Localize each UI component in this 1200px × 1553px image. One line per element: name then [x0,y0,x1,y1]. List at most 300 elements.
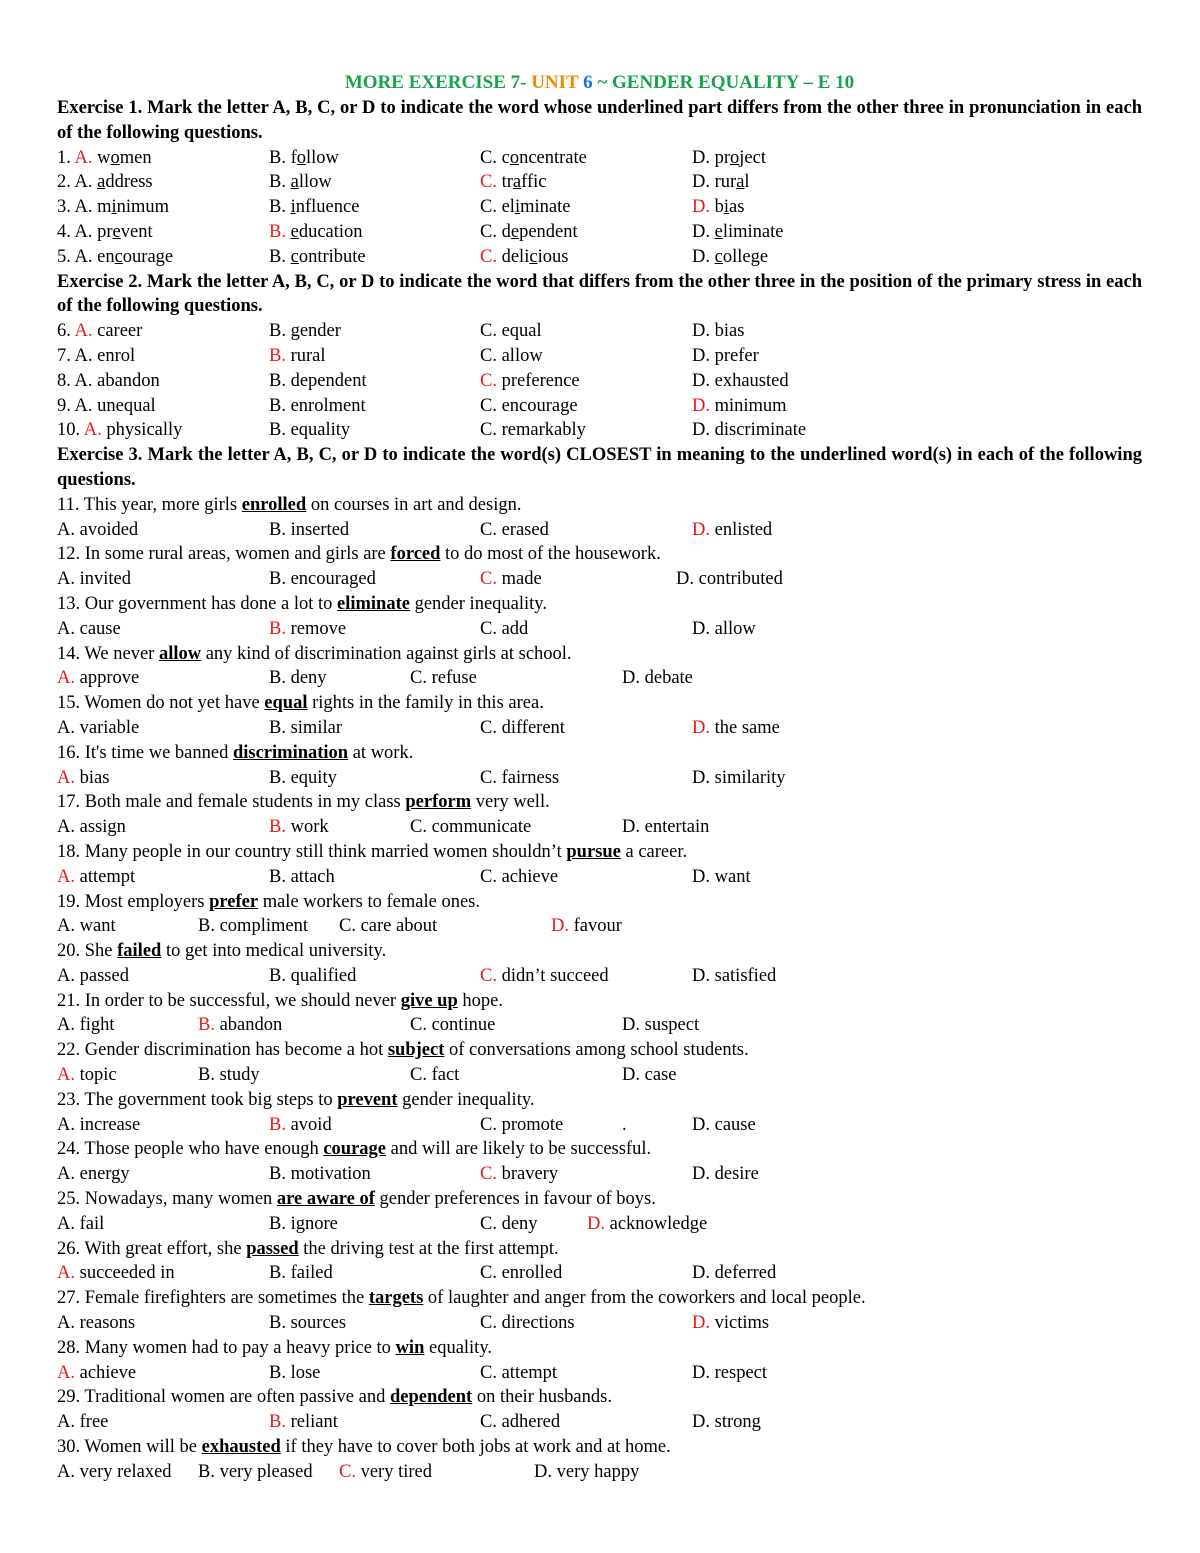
stem-text: Women do not yet have [84,693,265,714]
option-c[interactable] [480,1212,538,1237]
option-text: care about [360,916,438,937]
option-word [97,197,169,217]
option-letter: C. [480,569,497,590]
answer-row [57,220,1142,245]
option-c[interactable] [480,220,578,245]
option-a[interactable] [57,1013,115,1038]
option-a[interactable] [57,1311,135,1336]
option-d[interactable] [622,1063,676,1088]
option-d[interactable] [692,1113,756,1138]
option-letter: A. [57,916,75,937]
answer-row [57,170,1142,195]
option-d[interactable] [622,666,693,691]
option-d[interactable] [692,1311,769,1336]
word-part: pr [97,221,113,242]
option-a[interactable] [57,319,142,344]
option-letter: B. [198,1461,215,1482]
option-word [502,222,578,242]
option-c[interactable] [410,815,531,840]
word-part: c [501,147,510,168]
option-b[interactable] [269,1113,332,1138]
option-text: attempt [79,866,136,887]
option-b[interactable] [269,220,363,245]
option-c[interactable] [480,245,568,270]
exercise-3 [57,443,1142,1484]
option-b[interactable] [269,146,339,171]
option-text: enrolment [290,395,366,416]
option-a[interactable] [57,1113,140,1138]
option-text: prefer [714,345,759,366]
answer-row [57,369,1142,394]
option-c[interactable] [480,964,609,989]
option-d[interactable] [692,369,789,394]
option-d[interactable] [692,716,780,741]
option-b[interactable] [269,1361,320,1386]
option-c[interactable] [480,344,543,369]
stem-text: She [84,941,118,962]
option-a[interactable] [57,815,126,840]
option-a[interactable] [57,1460,172,1485]
question-number: 25. [57,1189,81,1210]
option-letter: C. [480,147,497,168]
underlined-part: c [290,246,299,267]
question-number: 11. [57,494,80,515]
stem-text: Nowadays, many women [84,1189,277,1210]
option-a[interactable] [57,369,160,394]
option-d[interactable] [692,1261,776,1286]
option-letter: B. [269,569,286,590]
answer-row [57,1113,1142,1138]
option-text: want [79,916,116,937]
answer-row [57,617,1142,642]
option-a[interactable] [57,245,173,270]
question-stem [57,642,1142,667]
underlined-part: a [290,172,299,193]
option-letter: B. [269,1313,286,1334]
question-number: 28. [57,1337,81,1358]
option-text: case [644,1065,677,1086]
option-letter: C. [480,370,497,391]
option-d[interactable] [692,319,744,344]
option-text: preference [501,370,580,391]
option-text: dependent [290,370,367,391]
option-text: contributed [698,569,783,590]
option-d[interactable] [692,617,756,642]
option-text: refuse [431,668,477,689]
option-a[interactable] [57,964,129,989]
option-d[interactable] [692,1162,759,1187]
option-c[interactable] [339,1460,432,1485]
option-d[interactable] [692,518,772,543]
word-part: pr [714,147,731,168]
option-text: ignore [290,1213,338,1234]
option-d[interactable] [692,220,783,245]
option-a[interactable] [57,418,182,443]
option-word [97,247,173,267]
keyword: failed [117,941,162,962]
stem-text: In some rural areas, women and girls are [84,544,391,565]
answer-row [57,245,1142,270]
option-letter: D. [692,147,710,168]
keyword: discrimination [232,742,349,763]
option-letter: D. [534,1461,552,1482]
option-b[interactable] [269,1162,371,1187]
question-number: 10. [57,420,81,441]
option-letter: B. [269,965,286,986]
option-c[interactable] [480,1410,560,1435]
option-text: abandon [219,1015,283,1036]
option-d[interactable] [692,865,751,890]
option-c[interactable] [480,1311,575,1336]
option-a[interactable] [57,865,135,890]
option-c[interactable] [480,146,587,171]
option-b[interactable] [269,170,332,195]
option-text: deferred [714,1263,777,1284]
answer-row [57,1261,1142,1286]
option-text: fail [79,1213,105,1234]
option-letter: A. [57,1015,75,1036]
stray-mark: . [622,1114,627,1135]
keyword: prefer [209,891,259,912]
option-letter: C. [480,321,497,342]
option-b[interactable] [198,914,308,939]
option-d[interactable] [692,418,806,443]
option-letter: B. [198,916,215,937]
option-letter: A. [57,668,75,689]
option-d[interactable] [622,1013,699,1038]
option-letter: A. [57,569,75,590]
option-c[interactable] [480,369,580,394]
option-text: energy [79,1164,130,1185]
option-word [291,197,360,217]
option-d[interactable] [692,195,744,220]
option-text: discriminate [714,420,807,441]
option-text: adhered [501,1412,561,1433]
answer-row [57,865,1142,890]
underlined-part: e [112,221,121,242]
option-text: deny [290,668,327,689]
option-word [502,247,569,267]
question-number: 18. [57,841,81,862]
option-c[interactable] [480,1162,558,1187]
option-text: cause [79,618,121,639]
question-number: 14. [57,643,81,664]
option-letter: D. [622,1065,640,1086]
option-a[interactable] [57,1410,108,1435]
option-letter: B. [269,1164,286,1185]
option-d[interactable] [692,146,766,171]
answer-row [57,146,1142,171]
answer-row [57,964,1142,989]
question-stem [57,1435,1142,1460]
option-text: add [501,618,529,639]
answer-row [57,1013,1142,1038]
option-letter: C. [480,345,497,366]
answer-row [57,766,1142,791]
stem-text: on courses in art and design. [306,494,522,515]
option-c[interactable] [480,1361,557,1386]
option-word [97,222,153,242]
option-text: avoid [290,1114,332,1135]
option-text: assign [79,817,126,838]
question-number: 17. [57,792,81,813]
option-text: continue [431,1015,496,1036]
option-word [715,172,750,192]
option-c[interactable] [480,766,559,791]
option-letter: B. [269,1213,286,1234]
question-stem [57,790,1142,815]
option-b[interactable] [269,518,349,543]
option-d[interactable] [587,1212,707,1237]
word-part: ject [739,147,766,168]
option-b[interactable] [269,418,350,443]
option-a[interactable] [57,1063,117,1088]
option-d[interactable] [692,170,750,195]
word-part: ducation [298,221,363,242]
option-letter: D. [692,321,710,342]
option-a[interactable] [57,220,153,245]
option-a[interactable] [57,716,139,741]
option-d[interactable] [692,1410,761,1435]
option-d[interactable] [692,1361,767,1386]
option-letter: C. [410,1015,427,1036]
question-stem [57,890,1142,915]
option-c[interactable] [480,617,528,642]
option-b[interactable] [269,195,359,220]
word-part: tr [501,172,513,193]
option-b[interactable] [269,865,335,890]
option-letter: C. [480,1263,497,1284]
option-letter: B. [269,345,286,366]
word-part: as [729,197,745,218]
option-letter: D. [692,519,710,540]
option-a[interactable] [57,1361,136,1386]
option-d[interactable] [692,344,759,369]
option-d[interactable] [692,394,787,419]
option-b[interactable] [269,245,366,270]
option-text: qualified [290,965,357,986]
word-part: men [119,147,152,168]
option-d[interactable] [692,245,768,270]
option-c[interactable] [480,319,542,344]
option-a[interactable] [57,766,109,791]
option-a[interactable] [57,518,138,543]
stem-text: gender inequality. [397,1089,535,1110]
option-c[interactable] [480,394,578,419]
question-number: 4. [57,221,71,242]
option-b[interactable] [269,1261,333,1286]
option-c[interactable] [410,1013,495,1038]
word-part: f [290,147,297,168]
option-letter: D. [692,1362,710,1383]
option-a[interactable] [57,1261,175,1286]
option-letter: B. [269,370,286,391]
title-part-2: UNIT [531,72,584,93]
question-number: 8. [57,370,71,391]
option-d[interactable] [692,766,786,791]
option-a[interactable] [57,195,169,220]
option-letter: A. [74,345,93,366]
option-a[interactable] [57,617,121,642]
keyword: eliminate [337,593,410,614]
underlined-part: c [714,246,723,267]
stem-text: In order to be successful, we should never [84,990,401,1011]
exercise-list [57,96,1142,1485]
option-b[interactable] [198,1013,282,1038]
stem-text: Our government has done a lot to [84,593,338,614]
option-word [715,222,784,242]
question-number: 6. [57,321,71,342]
option-letter: C. [480,866,497,887]
option-b[interactable] [269,567,376,592]
option-letter: B. [269,866,286,887]
option-b[interactable] [269,617,346,642]
question-stem [57,741,1142,766]
option-word [715,197,745,217]
option-a[interactable] [57,914,116,939]
option-c[interactable] [480,170,546,195]
keyword: perform [405,792,472,813]
option-b[interactable] [269,344,326,369]
option-b[interactable] [269,369,367,394]
option-text: satisfied [714,965,777,986]
option-c[interactable] [480,518,549,543]
stem-text: male workers to female ones. [258,891,480,912]
option-letter: D. [692,420,710,441]
underlined-part: c [114,246,123,267]
question-number: 7. [57,345,71,366]
option-c[interactable] [480,418,586,443]
option-letter: A. [57,767,75,788]
option-c[interactable] [480,567,542,592]
underlined-part: a [512,172,522,193]
option-text: very relaxed [79,1461,172,1482]
option-letter: A. [57,1114,75,1135]
option-d[interactable] [551,914,622,939]
title-part-3: 6 [583,72,593,93]
underlined-part: o [509,147,520,168]
option-b[interactable] [198,1063,260,1088]
option-word [715,247,768,267]
underlined-part: a [97,172,106,193]
option-text: rural [290,345,326,366]
option-text: exhausted [714,370,789,391]
question-number: 24. [57,1139,81,1160]
option-a[interactable] [57,394,156,419]
stem-text: We never [84,643,159,664]
answer-row [57,1311,1142,1336]
option-text: lose [290,1362,321,1383]
option-a[interactable] [57,146,152,171]
page-title [57,71,1142,95]
question-stem [57,1385,1142,1410]
option-letter: A. [74,395,93,416]
question-number: 3. [57,197,71,218]
word-part: b [714,197,724,218]
word-part: nimum [116,197,170,218]
option-c[interactable] [480,865,558,890]
keyword: prevent [337,1089,398,1110]
option-b[interactable] [269,319,341,344]
option-letter: C. [480,618,497,639]
option-b[interactable] [269,666,327,691]
option-letter: C. [480,395,497,416]
option-text: approve [79,668,140,689]
option-letter: B. [198,1065,215,1086]
option-c[interactable] [480,195,570,220]
option-a[interactable] [57,666,139,691]
option-c[interactable] [480,1261,562,1286]
stem-text: to do most of the housework. [440,544,661,565]
question-number: 15. [57,693,81,714]
option-a[interactable] [57,567,131,592]
option-text: erased [501,519,549,540]
option-letter: D. [622,817,640,838]
option-b[interactable] [269,766,337,791]
option-b[interactable] [269,815,329,840]
option-letter: B. [269,668,286,689]
option-text: abandon [97,370,160,391]
stem-text: and will are likely to be successful. [386,1139,652,1160]
answer-row [57,195,1142,220]
option-word [502,197,571,217]
option-word [291,172,332,192]
option-letter: A. [57,866,75,887]
option-a[interactable] [57,1162,130,1187]
option-word [97,172,153,192]
worksheet-page [57,71,1142,1485]
question-stem [57,1336,1142,1361]
option-text: failed [290,1263,333,1284]
option-b[interactable] [269,964,356,989]
underlined-part: e [290,221,299,242]
option-a[interactable] [57,1212,104,1237]
option-b[interactable] [269,716,342,741]
option-text: avoided [79,519,139,540]
option-c[interactable] [339,914,437,939]
option-c[interactable] [410,666,477,691]
option-text: variable [79,717,140,738]
keyword: passed [246,1238,299,1259]
option-b[interactable] [269,1311,346,1336]
option-a[interactable] [57,344,135,369]
keyword: courage [323,1139,387,1160]
option-letter: B. [269,1412,286,1433]
option-letter: D. [676,569,694,590]
option-b[interactable] [269,394,366,419]
option-b[interactable] [198,1460,313,1485]
option-c[interactable] [410,1063,459,1088]
option-b[interactable] [269,1212,338,1237]
word-part: ontribute [298,246,366,267]
option-d[interactable] [692,964,776,989]
option-d[interactable] [622,815,709,840]
question-stem [57,592,1142,617]
option-word [97,148,151,168]
option-a[interactable] [57,170,153,195]
option-c[interactable] [480,1113,563,1138]
option-letter: C. [480,197,497,218]
option-letter: A. [74,370,93,391]
option-text: encourage [501,395,578,416]
option-c[interactable] [480,716,565,741]
stem-text: Many women had to pay a heavy price to [84,1337,396,1358]
option-d[interactable] [676,567,783,592]
word-part: ious [537,246,569,267]
option-b[interactable] [269,1410,338,1435]
option-d[interactable] [534,1460,639,1485]
option-letter: D. [692,767,710,788]
